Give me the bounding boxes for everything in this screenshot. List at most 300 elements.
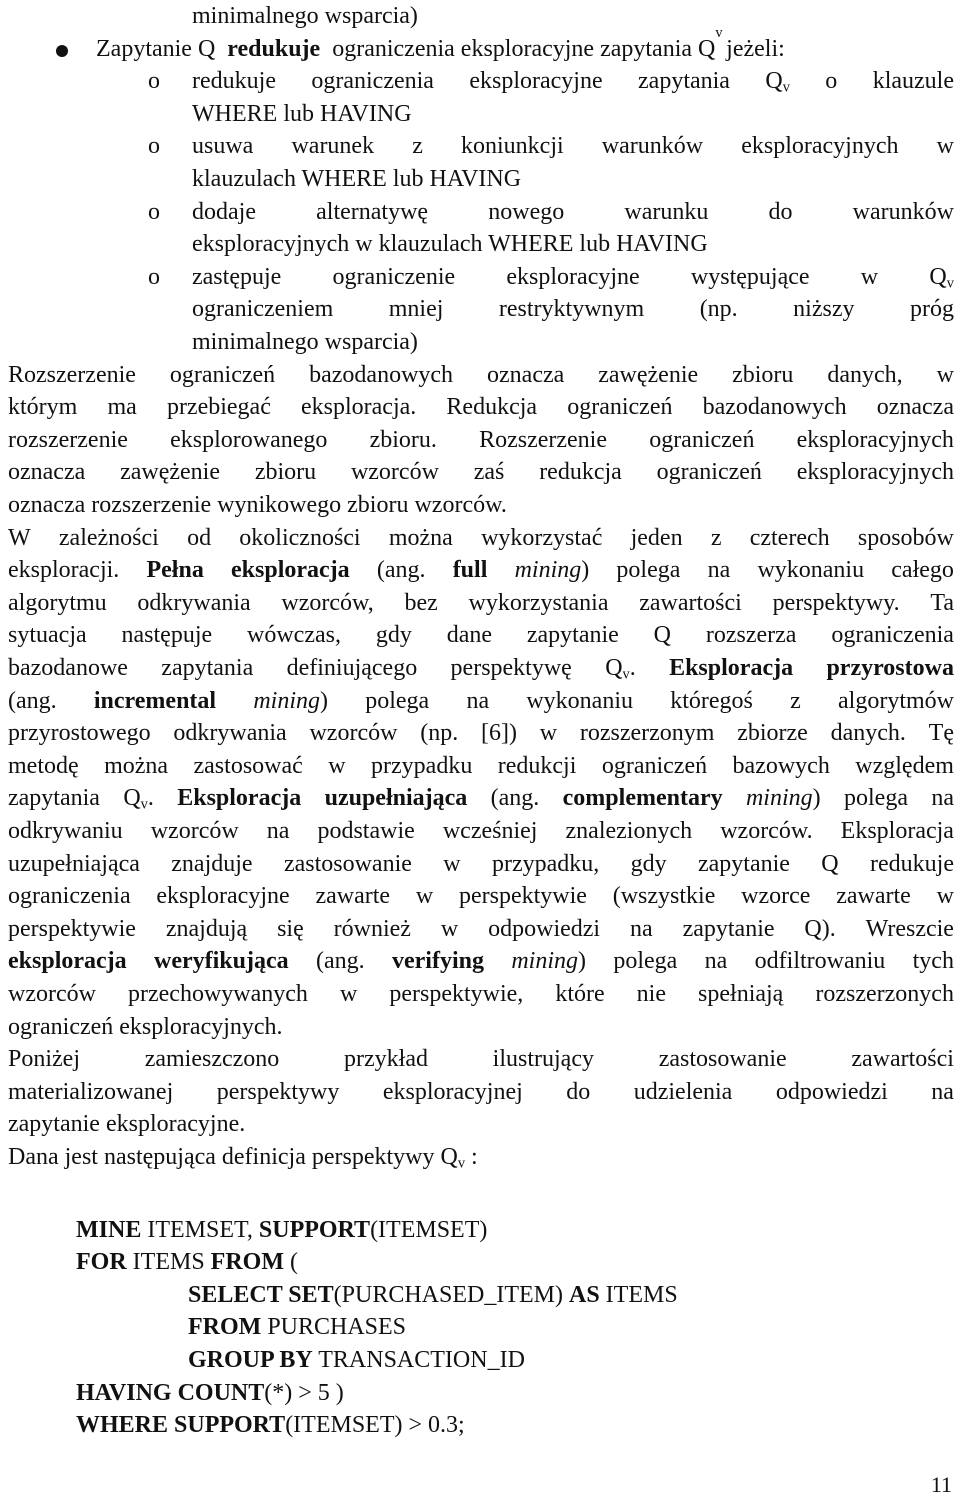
text-run: dodaje bbox=[192, 198, 256, 225]
text-run: ) bbox=[812, 785, 821, 812]
word bbox=[708, 554, 731, 586]
word bbox=[453, 554, 488, 586]
emphasis-text: mining bbox=[511, 948, 578, 975]
word bbox=[831, 619, 954, 651]
text-line bbox=[8, 1141, 954, 1173]
text-run: przechowywanych bbox=[128, 981, 308, 1007]
text-run: polega bbox=[616, 557, 681, 584]
text-run: próg bbox=[909, 296, 954, 323]
emphasis-text: eksploracja bbox=[231, 557, 350, 584]
text-run: Ta bbox=[930, 589, 954, 616]
word bbox=[858, 522, 954, 554]
text-run: eksploracyjne bbox=[506, 263, 640, 290]
word bbox=[231, 554, 350, 586]
word bbox=[145, 1043, 280, 1075]
text-line bbox=[8, 652, 954, 684]
word bbox=[420, 717, 458, 749]
text-run: eksploracyjnych bbox=[741, 133, 899, 160]
word bbox=[253, 685, 328, 717]
text-run: występujące bbox=[690, 263, 810, 290]
text-run: Poniżej bbox=[8, 1046, 80, 1073]
text-line bbox=[8, 359, 954, 391]
text-run: Q). bbox=[804, 915, 836, 942]
text-run: ) bbox=[581, 557, 590, 584]
word bbox=[732, 359, 793, 391]
word bbox=[563, 782, 723, 814]
text-run: zapytanie bbox=[526, 622, 619, 649]
word bbox=[281, 587, 373, 619]
word bbox=[654, 619, 671, 651]
text-line bbox=[8, 424, 954, 456]
word bbox=[838, 685, 954, 717]
code-keyword: FROM bbox=[188, 1314, 262, 1341]
word bbox=[392, 945, 484, 977]
text-line bbox=[192, 326, 954, 358]
word bbox=[755, 945, 886, 977]
word bbox=[746, 782, 821, 814]
q-v-symbol: $Q_v$ bbox=[929, 263, 954, 292]
word bbox=[870, 848, 954, 880]
emphasis-text: Eksploracja bbox=[177, 785, 302, 812]
text-run: na bbox=[704, 948, 728, 975]
word bbox=[797, 424, 954, 456]
text-run: eksploracyjnych w klauzulach WHERE lub HAVING bbox=[192, 231, 708, 258]
text-line bbox=[8, 880, 954, 912]
code-line bbox=[188, 1344, 960, 1376]
word bbox=[351, 456, 439, 488]
word bbox=[479, 424, 607, 456]
text-line bbox=[8, 554, 954, 586]
text-run: którym bbox=[8, 394, 78, 421]
text-run: w bbox=[936, 883, 954, 910]
word bbox=[639, 587, 742, 619]
text-run: (ang. bbox=[8, 687, 57, 714]
text-run: na bbox=[931, 785, 954, 812]
text-line bbox=[192, 65, 954, 97]
text-run: udzielenia bbox=[633, 1078, 733, 1105]
word bbox=[107, 391, 136, 423]
text-run: ma bbox=[107, 394, 137, 421]
word bbox=[412, 130, 423, 162]
word bbox=[637, 978, 666, 1010]
text-run: eksploracyjnych bbox=[796, 459, 954, 486]
emphasis-text: przyrostowa bbox=[826, 655, 954, 681]
text-run: klauzulach WHERE lub HAVING bbox=[192, 166, 522, 192]
text-run: ) bbox=[577, 948, 586, 975]
code-keyword: HAVING COUNT bbox=[76, 1379, 265, 1406]
text-run: wcześniej bbox=[442, 818, 538, 844]
word bbox=[8, 424, 128, 456]
word bbox=[301, 391, 416, 423]
word bbox=[526, 685, 633, 717]
text-line bbox=[8, 456, 954, 488]
text-run: któregoś bbox=[670, 687, 753, 714]
text-run: o bbox=[825, 68, 838, 95]
text-run: na bbox=[266, 818, 290, 844]
sub-item-marker: o bbox=[148, 68, 160, 95]
word bbox=[340, 978, 357, 1010]
word bbox=[8, 685, 57, 717]
text-run: podstawie bbox=[317, 818, 415, 844]
word bbox=[866, 913, 954, 945]
text-run: Q bbox=[821, 850, 839, 877]
word bbox=[170, 424, 327, 456]
word bbox=[317, 815, 414, 847]
text-run: ograniczeniem bbox=[192, 296, 334, 323]
text-run: klauzule bbox=[872, 68, 954, 95]
text-run: na bbox=[466, 687, 490, 714]
emphasis-text: incremental bbox=[93, 687, 217, 714]
text-run: rozszerzenie bbox=[8, 426, 128, 453]
word bbox=[698, 848, 790, 880]
word bbox=[120, 456, 220, 488]
word bbox=[8, 554, 119, 586]
word bbox=[790, 685, 801, 717]
text-run: odkrywania bbox=[173, 720, 287, 747]
text-run: redukuje bbox=[870, 850, 954, 877]
word bbox=[711, 522, 722, 554]
text-line bbox=[8, 489, 954, 521]
text-run: perspektywę bbox=[450, 655, 572, 681]
text-run: zapytanie eksploracyjne. bbox=[8, 1111, 246, 1138]
word bbox=[291, 130, 374, 162]
word bbox=[8, 587, 107, 619]
text-line bbox=[8, 1108, 954, 1140]
text-run: wykorzystania bbox=[468, 589, 609, 616]
text-run: w bbox=[328, 752, 346, 779]
word bbox=[481, 522, 602, 554]
text-run: zapytania bbox=[638, 68, 730, 95]
word bbox=[459, 880, 587, 912]
text-run: przykład bbox=[344, 1046, 428, 1073]
text-run: perspektywy. bbox=[772, 589, 900, 616]
text-line bbox=[192, 130, 954, 162]
word bbox=[765, 65, 790, 97]
text-run: odfiltrowaniu bbox=[754, 948, 886, 975]
word bbox=[539, 456, 622, 488]
code-line bbox=[76, 1409, 876, 1441]
text-run: koniunkcji bbox=[461, 133, 564, 160]
emphasis-text: weryfikująca bbox=[154, 948, 289, 975]
word bbox=[8, 880, 131, 912]
text-line bbox=[192, 163, 954, 195]
text-run: można bbox=[388, 524, 453, 551]
word bbox=[122, 619, 213, 651]
text-run: minimalnego wsparcia) bbox=[192, 329, 418, 355]
text-run: na bbox=[931, 1078, 954, 1105]
text-run: polega bbox=[365, 687, 430, 714]
text-run: Dana jest następująca definicja perspektywy bbox=[8, 1144, 435, 1170]
word bbox=[177, 782, 301, 814]
word bbox=[910, 293, 954, 325]
word bbox=[405, 587, 438, 619]
emphasis-text: complementary bbox=[562, 785, 723, 812]
word bbox=[156, 880, 289, 912]
emphasis-text: eksploracja bbox=[8, 948, 127, 975]
text-run: oznacza bbox=[876, 394, 954, 421]
bullet-text-before: Zapytanie Q bbox=[96, 35, 222, 62]
word bbox=[287, 652, 418, 684]
word bbox=[804, 913, 835, 945]
text-run: (ang. bbox=[490, 785, 540, 812]
word bbox=[328, 750, 345, 782]
text-line bbox=[192, 196, 954, 228]
text-run: bazodanowe bbox=[8, 655, 128, 681]
text-run: zastosować bbox=[193, 752, 303, 779]
word bbox=[937, 130, 954, 162]
code-line bbox=[188, 1311, 960, 1343]
word bbox=[659, 1043, 787, 1075]
text-run: rozszerza bbox=[705, 622, 797, 649]
text-run: które bbox=[555, 981, 605, 1007]
code-keyword: SUPPORT bbox=[258, 1216, 371, 1243]
word bbox=[605, 652, 636, 684]
text-run: ) bbox=[320, 687, 328, 714]
text-run: sposobów bbox=[857, 524, 954, 551]
text-run: (np. bbox=[420, 720, 459, 747]
text-run: wzorców bbox=[309, 720, 398, 747]
text-run: Eksploracja bbox=[840, 818, 954, 844]
word bbox=[173, 717, 286, 749]
word bbox=[443, 815, 538, 847]
text-run: odkrywaniu bbox=[8, 818, 123, 844]
word bbox=[937, 880, 954, 912]
text-run: zawarte bbox=[315, 883, 391, 910]
text-run: dane bbox=[446, 622, 492, 649]
text-run: ograniczeń bbox=[567, 394, 673, 421]
code-keyword: WHERE SUPPORT bbox=[76, 1412, 286, 1439]
word bbox=[192, 65, 276, 97]
word bbox=[187, 522, 211, 554]
page-number: 11 bbox=[930, 1472, 952, 1497]
text-run: zapytanie bbox=[682, 915, 775, 942]
word bbox=[773, 587, 900, 619]
text-run: oznacza bbox=[8, 459, 86, 486]
word bbox=[861, 261, 878, 293]
text-run: zastosowanie bbox=[283, 850, 412, 877]
word bbox=[469, 65, 602, 97]
word bbox=[194, 750, 303, 782]
text-run: Tę bbox=[928, 720, 954, 747]
word bbox=[616, 554, 680, 586]
word bbox=[733, 750, 830, 782]
text-line bbox=[8, 750, 954, 782]
word bbox=[94, 685, 216, 717]
text-run: zależności bbox=[58, 524, 159, 551]
word bbox=[741, 130, 898, 162]
text-run: danych. bbox=[830, 720, 906, 747]
word bbox=[474, 456, 505, 488]
word bbox=[311, 65, 434, 97]
text-run: znajdują bbox=[165, 915, 248, 942]
text-run: wzorców bbox=[8, 981, 96, 1007]
text-run: niższy bbox=[793, 296, 855, 323]
text-run: . bbox=[147, 785, 154, 812]
word bbox=[389, 978, 523, 1010]
text-run: tych bbox=[912, 948, 954, 975]
word bbox=[499, 293, 644, 325]
text-run: ograniczeń bbox=[169, 361, 276, 388]
text-run: zamieszczono bbox=[144, 1046, 280, 1073]
text-run: w bbox=[440, 915, 459, 942]
q-v-symbol: $Q_v$ bbox=[605, 655, 630, 683]
word bbox=[741, 880, 810, 912]
word bbox=[167, 391, 271, 423]
code-keyword: FOR bbox=[76, 1249, 127, 1276]
word bbox=[59, 522, 159, 554]
text-run: przypadku, bbox=[491, 850, 600, 877]
word bbox=[931, 1076, 954, 1108]
word bbox=[638, 65, 730, 97]
text-run: bazodanowych bbox=[309, 361, 454, 388]
word bbox=[192, 261, 281, 293]
text-run: przebiegać bbox=[166, 394, 271, 421]
text-line bbox=[8, 717, 954, 749]
text-run: spełniają bbox=[698, 981, 784, 1007]
word bbox=[491, 782, 540, 814]
text-line bbox=[8, 1011, 954, 1043]
text-run: perspektywie bbox=[458, 883, 587, 910]
text-run: zawarte bbox=[836, 883, 911, 910]
word bbox=[649, 424, 754, 456]
word bbox=[602, 750, 707, 782]
word bbox=[151, 815, 239, 847]
word bbox=[239, 522, 360, 554]
q-v-symbol: $Q_v$ bbox=[765, 68, 790, 96]
bullet-item bbox=[96, 24, 956, 65]
bullet-icon bbox=[56, 45, 68, 57]
text-run: (ang. bbox=[376, 557, 426, 584]
word bbox=[700, 293, 738, 325]
code-text: (ITEMSET) > 0.3; bbox=[285, 1412, 465, 1439]
text-line bbox=[8, 815, 954, 847]
text-line bbox=[8, 913, 954, 945]
word bbox=[481, 717, 517, 749]
text-line bbox=[8, 848, 954, 880]
code-text: ITEMSET, bbox=[141, 1216, 259, 1243]
word bbox=[267, 815, 290, 847]
word bbox=[657, 456, 762, 488]
text-line bbox=[8, 522, 954, 554]
text-run: można bbox=[104, 752, 169, 779]
text-run: do bbox=[768, 198, 793, 225]
text-run: z bbox=[710, 524, 722, 551]
word bbox=[540, 717, 557, 749]
word bbox=[8, 391, 77, 423]
word bbox=[691, 261, 810, 293]
word bbox=[277, 913, 304, 945]
text-run: zawężenie bbox=[120, 459, 220, 486]
word bbox=[515, 554, 590, 586]
word bbox=[826, 652, 954, 684]
text-run: z bbox=[412, 133, 423, 160]
sub-item-marker: o bbox=[148, 198, 160, 225]
code-text: ITEMS bbox=[599, 1281, 678, 1308]
word bbox=[8, 945, 127, 977]
word bbox=[793, 293, 854, 325]
text-run: wykorzystać bbox=[481, 524, 603, 551]
sub-item-marker: o bbox=[148, 263, 160, 290]
word bbox=[776, 1076, 888, 1108]
word bbox=[815, 978, 954, 1010]
word bbox=[446, 391, 537, 423]
text-run: eksploracyjnej bbox=[382, 1078, 523, 1105]
text-run: bez bbox=[404, 589, 438, 616]
text-run: w bbox=[860, 263, 879, 290]
word bbox=[613, 880, 716, 912]
word bbox=[376, 619, 412, 651]
text-run: odpowiedzi bbox=[488, 915, 601, 942]
word bbox=[416, 880, 433, 912]
emphasis-text: Pełna bbox=[146, 557, 204, 584]
word bbox=[447, 619, 492, 651]
word bbox=[334, 913, 411, 945]
text-run: eksploracji. bbox=[8, 557, 120, 584]
text-run: okoliczności bbox=[239, 524, 361, 551]
text-run: wykonaniu bbox=[757, 557, 865, 584]
text-run: zastępuje bbox=[192, 263, 282, 290]
text-run: warunków bbox=[852, 198, 954, 225]
word bbox=[371, 750, 472, 782]
word bbox=[8, 913, 136, 945]
text-run: minimalnego wsparcia) bbox=[192, 3, 418, 29]
q-v-symbol: $Q_v$ bbox=[123, 785, 148, 813]
word bbox=[669, 652, 793, 684]
word bbox=[8, 978, 96, 1010]
text-run: rozszerzonych bbox=[815, 981, 954, 1007]
word bbox=[309, 717, 397, 749]
code-keyword: FROM bbox=[210, 1249, 284, 1276]
text-run: znajduje bbox=[171, 850, 253, 877]
word bbox=[154, 945, 289, 977]
emphasis-text: verifying bbox=[391, 948, 484, 975]
word bbox=[555, 978, 604, 1010]
text-run: całego bbox=[891, 557, 954, 584]
text-run: Redukcja bbox=[446, 394, 538, 421]
text-run: znalezionych bbox=[565, 818, 693, 844]
text-line bbox=[8, 587, 954, 619]
word bbox=[344, 1043, 428, 1075]
word bbox=[137, 587, 250, 619]
word bbox=[8, 456, 85, 488]
word bbox=[466, 685, 489, 717]
text-run: w bbox=[936, 133, 954, 160]
word bbox=[309, 359, 453, 391]
word bbox=[166, 913, 247, 945]
code-text: (ITEMSET) bbox=[370, 1216, 488, 1243]
emphasis-text: Eksploracja bbox=[669, 655, 794, 681]
word bbox=[527, 619, 619, 651]
text-run: ograniczenia bbox=[8, 883, 131, 910]
word bbox=[841, 815, 954, 847]
text-run: wzorców. bbox=[720, 818, 813, 844]
text-run: jeden bbox=[630, 524, 683, 551]
text-run: sytuacja bbox=[8, 622, 87, 649]
text-run: ograniczeń bbox=[656, 459, 762, 486]
word bbox=[370, 424, 437, 456]
text-run: nie bbox=[636, 981, 666, 1007]
word bbox=[567, 391, 672, 423]
word bbox=[104, 750, 168, 782]
word bbox=[821, 848, 838, 880]
text-run: rozszerzonym bbox=[579, 720, 715, 747]
word bbox=[493, 1043, 594, 1075]
text-run: eksploracyjne bbox=[156, 883, 290, 910]
text-run: zapytania bbox=[161, 655, 254, 681]
q-v-symbol: $Q_v$ bbox=[440, 1144, 466, 1172]
text-run: polega bbox=[613, 948, 678, 975]
text-line bbox=[192, 0, 892, 32]
